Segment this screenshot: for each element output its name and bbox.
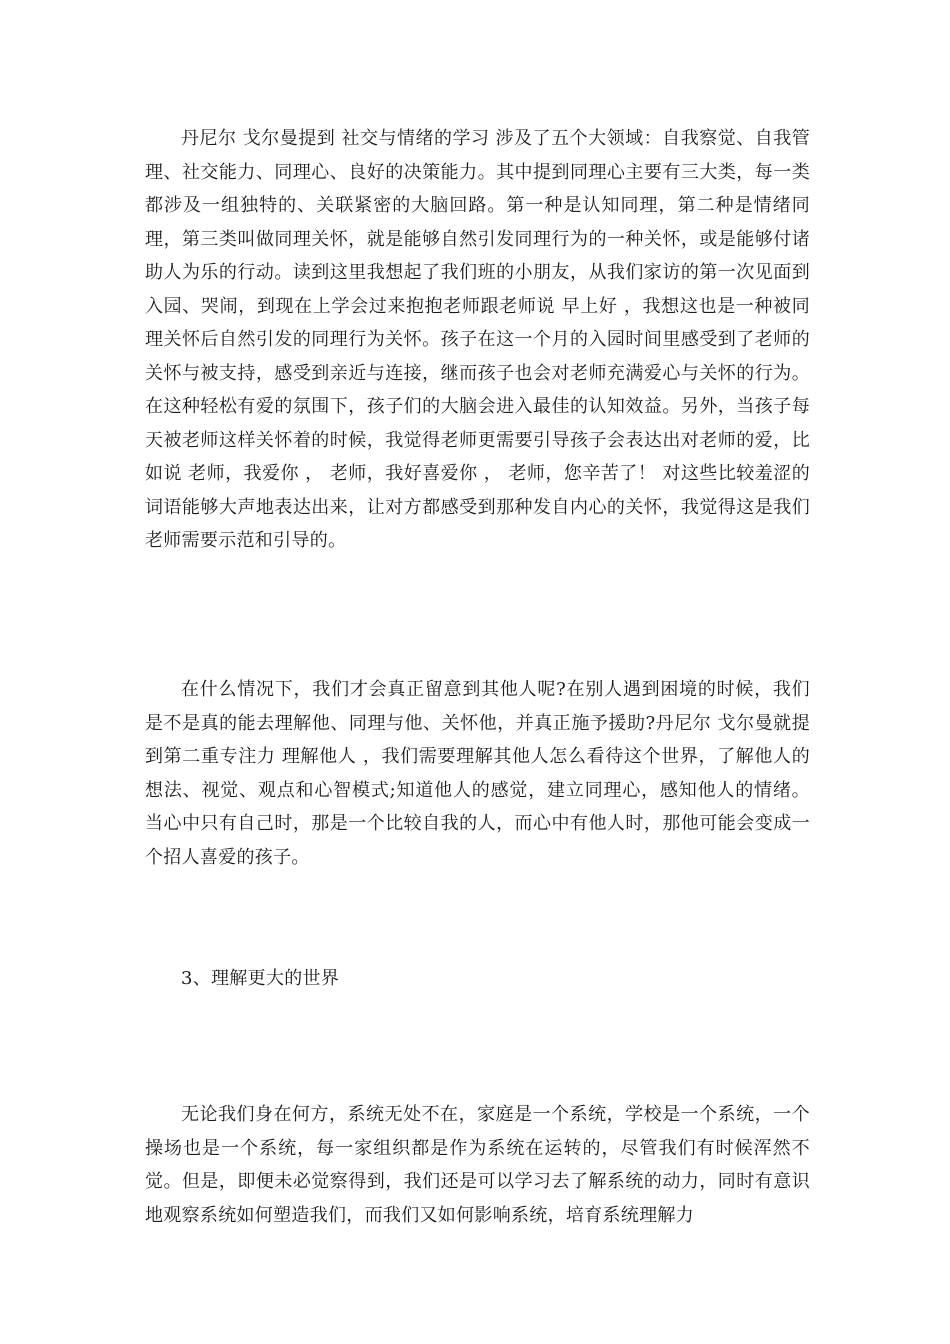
paragraph-empathy-care: 丹尼尔 戈尔曼提到 社交与情绪的学习 涉及了五个大领域：自我察觉、自我管理、社交能力、同理心、良好的决策能力。其中提到同理心主要有三大类，每一类都涉及一组独特的、关联紧密的大脑回路。第一种是认知同理，第二种是情绪同理，第三类叫做同理关怀，就是能够自然引发同理行为的一种关怀，或是能够付诸助人为乐的行动。读到这里我想起了我们班的小朋友，从我们家访的第一次见面到入园、哭闹，到现在上学会过来抱抱老师跟老师说 早上好 ，我想这也是一种被同理关怀后自然引发的同理行为关怀。孩子在这一个月的入园时间里感受到了老师的关怀与被支持，感受到亲近与连接，继而孩子也会对老师充满爱心与关怀的行为。在这种轻松有爱的氛围下，孩子们的大脑会进入最佳的认知效益。另外，当孩子每天被老师这样关怀着的时候，我觉得老师更需要引导孩子会表达出对老师的爱，比如说 老师，我爱你 ， 老师，我好喜爱你 ， 老师，您辛苦了！ 对这些比较羞涩的词语能够大声地表达出来，让对方都感受到那种发自内心的关怀，我觉得这是我们老师需要示范和引导的。 — [145, 128, 810, 551]
paragraph-systems: 无论我们身在何方，系统无处不在，家庭是一个系统，学校是一个系统，一个操场也是一个系统，每一家组织都是作为系统在运转的，尽管我们有时候浑然不觉。但是，即便未必觉察得到，我们还是可以学习去了解系统的动力，同时有意识地观察系统如何塑造我们，而我们又如何影响系统，培育系统理解力 — [145, 1104, 810, 1226]
paragraph-understanding-others: 在什么情况下，我们才会真正留意到其他人呢?在别人遇到困境的时候，我们是不是真的能去理解他、同理与他、关怀他，并真正施予援助?丹尼尔 戈尔曼就提到第二重专注力 理解他人 ，我们需要理解其他人怎么看待这个世界，了解他人的想法、视觉、观点和心智模式;知道他人的感觉，建立同理心，感知他人的情绪。当心中只有自己时，那是一个比较自我的人，而心中有他人时，那他可能会变成一个招人喜爱的孩子。 — [145, 679, 810, 868]
section-heading: 3、理解更大的世界 — [181, 968, 340, 989]
